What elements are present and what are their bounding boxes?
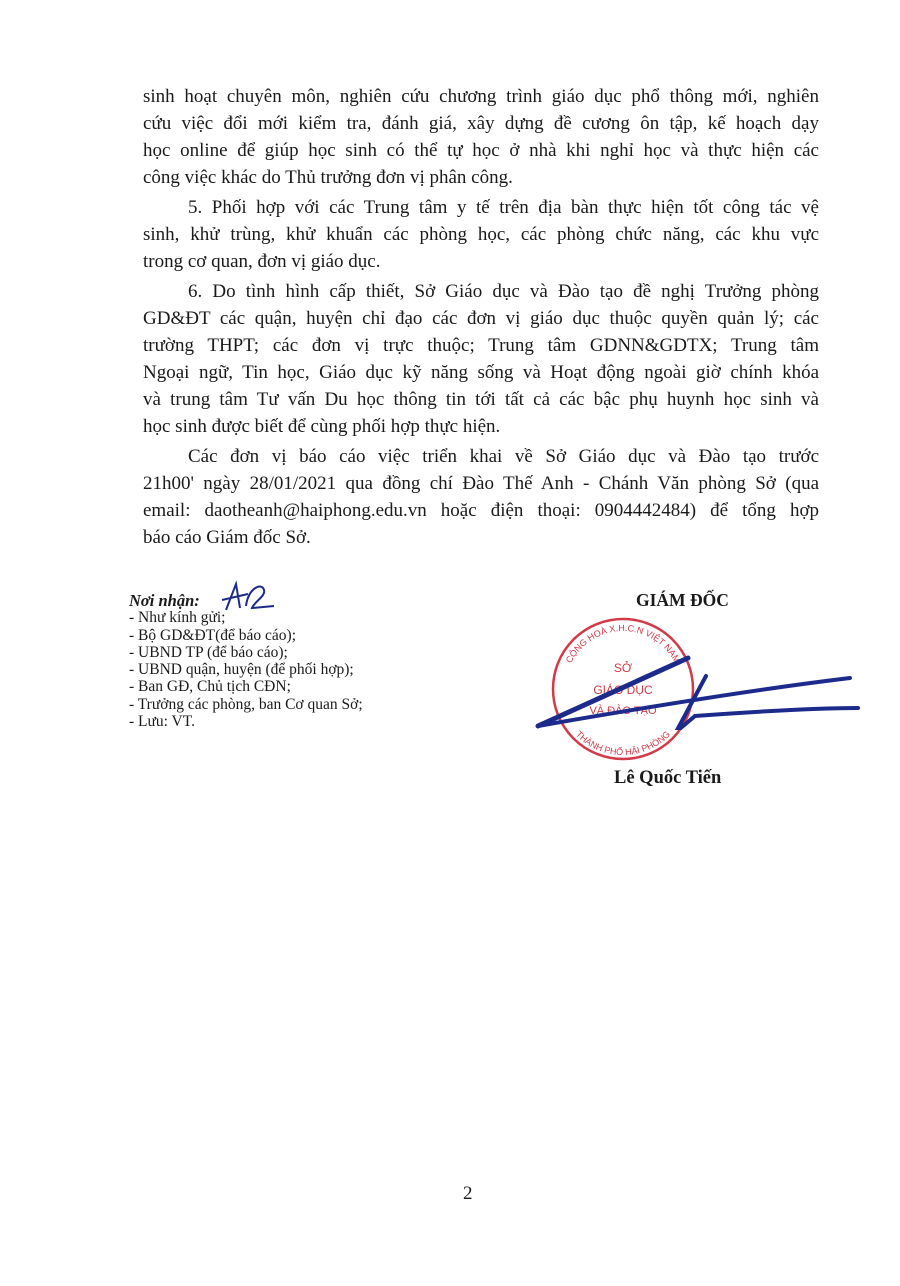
signer-name: Lê Quốc Tiến [614, 768, 722, 788]
text-line: 6. Do tình hình cấp thiết, Sở Giáo dục và Đào tạo đề nghị Trưởng phòng [188, 281, 819, 302]
body-text [143, 83, 819, 551]
text-line: 21h00' ngày 28/01/2021 qua đồng chí Đào Thế Anh - Chánh Văn phòng Sở (qua [143, 473, 819, 494]
paragraph-item-6 [143, 278, 819, 440]
svg-text:THÀNH PHỐ HẢI PHÒNG: THÀNH PHỐ HẢI PHÒNG [573, 728, 673, 758]
text-line: 5. Phối hợp với các Trung tâm y tế trên địa bàn thực hiện tốt công tác vệ [188, 197, 819, 218]
text-line: trong cơ quan, đơn vị giáo dục. [143, 251, 381, 272]
signer-title: GIÁM ĐỐC [636, 590, 729, 610]
text-line: trường THPT; các đơn vị trực thuộc; Trung tâm GDNN&GDTX; Trung tâm [143, 335, 819, 356]
text-line: GD&ĐT các quận, huyện chỉ đạo các đơn vị giáo dục thuộc quyền quản lý; các [143, 308, 819, 329]
recipient-item: - Trưởng các phòng, ban Cơ quan Sở; [129, 695, 363, 713]
recipients-title: Nơi nhận: [129, 591, 200, 610]
handwritten-signature [530, 640, 870, 730]
text-line: báo cáo Giám đốc Sở. [143, 527, 311, 548]
text-line: cứu việc đổi mới kiểm tra, đánh giá, xây dựng đề cương ôn tập, kế hoạch dạy [143, 113, 819, 134]
paragraph-continuation [143, 83, 819, 191]
recipient-item: - Như kính gửi; [129, 609, 226, 627]
text-line: học sinh được biết để cùng phối hợp thực hiện. [143, 416, 501, 437]
recipient-item: - Ban GĐ, Chủ tịch CĐN; [129, 678, 291, 696]
text-line: công việc khác do Thủ trưởng đơn vị phân công. [143, 167, 513, 188]
recipient-item: - UBND TP (để báo cáo); [129, 643, 288, 661]
text-line: và trung tâm Tư vấn Du học thông tin tới tất cả các bậc phụ huynh học sinh và [143, 389, 819, 410]
recipient-item: - Bộ GD&ĐT(để báo cáo); [129, 626, 297, 644]
svg-text:VÀ ĐÀO TẠO: VÀ ĐÀO TẠO [589, 705, 657, 717]
svg-text:SỞ: SỞ [613, 661, 633, 675]
text-line: email: daotheanh@haiphong.edu.vn hoặc điện thoại: 0904442484) để tổng hợp [143, 500, 819, 521]
recipient-item: - Lưu: VT. [129, 713, 195, 731]
paragraph-reporting [143, 443, 819, 551]
text-line: sinh, khử trùng, khử khuẩn các phòng học, các phòng chức năng, các khu vực [143, 224, 819, 245]
initials-mark [218, 580, 278, 614]
paragraph-item-5 [143, 194, 819, 275]
page-number: 2 [463, 1183, 473, 1204]
svg-text:GIÁO DỤC: GIÁO DỤC [593, 683, 653, 697]
text-line: Ngoại ngữ, Tin học, Giáo dục kỹ năng sống và Hoạt động ngoài giờ chính khóa [143, 362, 819, 383]
svg-text:CỘNG HOÀ X.H.C.N VIỆT NAM: CỘNG HOÀ X.H.C.N VIỆT NAM [563, 622, 683, 665]
recipient-item: - UBND quận, huyện (để phối hợp); [129, 661, 354, 679]
text-line: Các đơn vị báo cáo việc triển khai về Sở Giáo dục và Đào tạo trước [188, 446, 819, 467]
text-line: sinh hoạt chuyên môn, nghiên cứu chương trình giáo dục phổ thông mới, nghiên [143, 86, 819, 107]
text-line: học online để giúp học sinh có thể tự học ở nhà khi nghỉ học và thực hiện các [143, 140, 819, 161]
